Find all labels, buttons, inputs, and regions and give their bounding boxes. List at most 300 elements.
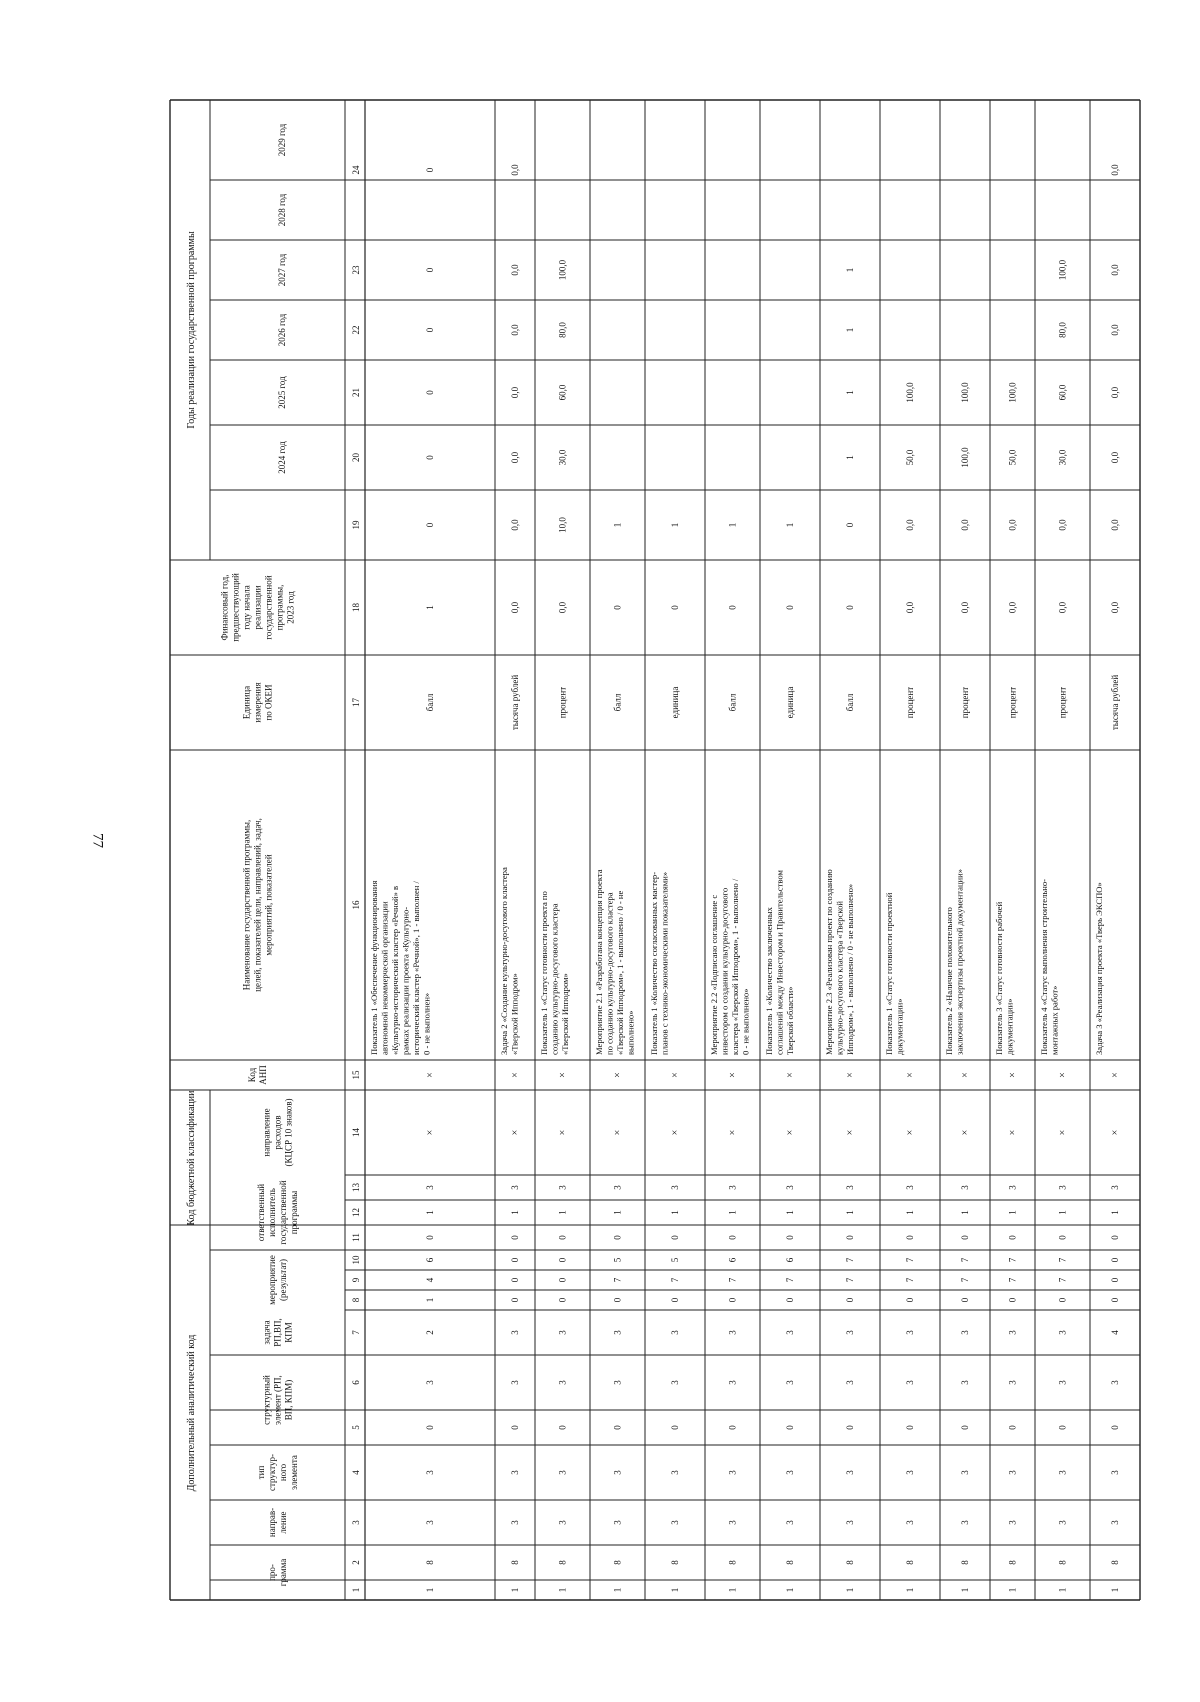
code-cell: 8 (557, 1560, 568, 1565)
row-name: Показатель 2 «Наличие положительного (944, 907, 954, 1055)
kcsr-cell: × (845, 1129, 856, 1136)
fin-year-cell: 0,0 (960, 601, 970, 614)
kcsr-cell: × (960, 1129, 971, 1136)
header-element-type: тип (256, 1465, 266, 1480)
code-cell: 0 (1110, 1425, 1120, 1430)
kcsr-cell: × (557, 1129, 569, 1136)
year-value: 0 (425, 327, 435, 333)
code-cell: 3 (845, 1470, 855, 1475)
code-cell: 3 (510, 1330, 520, 1335)
column-number: 14 (351, 1128, 361, 1137)
code-cell: 7 (785, 1277, 795, 1283)
row-name: Показатель 1 «Количество согласованных мастер- (649, 871, 659, 1055)
code-cell: 0 (727, 1425, 738, 1430)
row-name: «Тверской Ипподром» (509, 973, 520, 1055)
year-value: 100,0 (1007, 382, 1018, 403)
header-year: 2024 год (277, 441, 287, 474)
year-value: 0,0 (905, 519, 915, 531)
code-cell: 8 (1110, 1560, 1120, 1565)
fin-year-cell: 0 (785, 605, 795, 610)
column-number: 18 (351, 603, 361, 612)
anp-cell: × (1007, 1072, 1019, 1078)
fin-year-cell: 0 (612, 605, 623, 610)
code-cell: 0 (612, 1297, 623, 1303)
code-cell: 0 (785, 1235, 795, 1240)
year-value: 100,0 (1057, 259, 1068, 281)
anp-cell: × (612, 1072, 624, 1078)
code-cell: 3 (845, 1380, 855, 1385)
header-element-type: элемента (289, 1455, 299, 1490)
code-cell: 3 (425, 1185, 435, 1190)
unit-cell: единица (785, 686, 795, 719)
row-name: монтажных работ» (1049, 985, 1060, 1055)
row-name: Мероприятие 2.1 «Разработана концепция проекта (594, 869, 604, 1055)
code-cell: 3 (905, 1520, 915, 1525)
code-cell: 7 (960, 1257, 970, 1263)
code-cell: 0 (960, 1425, 970, 1430)
code-cell: 8 (1057, 1560, 1068, 1565)
code-cell: 3 (1110, 1380, 1120, 1385)
kcsr-cell: × (612, 1129, 624, 1136)
code-cell: 3 (785, 1330, 795, 1335)
code-cell: 0 (612, 1425, 623, 1430)
code-cell: 3 (670, 1380, 680, 1385)
row-name: заключения экспертизы проектной документации» (954, 868, 965, 1055)
row-name: Показатель 4 «Статус выполнения строительно- (1039, 878, 1049, 1055)
header-fin-year: Финансовый год, (219, 574, 230, 641)
code-cell: 3 (557, 1330, 568, 1335)
anp-cell: × (727, 1072, 739, 1078)
code-cell: 0 (845, 1297, 855, 1303)
fin-year-cell: 0 (670, 605, 680, 610)
code-cell: 0 (670, 1297, 680, 1303)
code-cell: 0 (510, 1235, 520, 1240)
header-unit: Единица (241, 685, 252, 720)
code-cell: 3 (670, 1185, 680, 1190)
code-cell: 7 (1007, 1277, 1018, 1283)
code-cell: 3 (557, 1185, 568, 1190)
unit-cell: процент (1057, 686, 1068, 719)
year-value: 0,0 (510, 386, 520, 399)
code-cell: 3 (1007, 1185, 1018, 1190)
year-value: 50,0 (1007, 449, 1018, 466)
code-cell: 0 (1057, 1235, 1068, 1240)
code-cell: 0 (1057, 1297, 1068, 1303)
year-value: 1 (845, 327, 855, 333)
code-cell: 3 (670, 1520, 680, 1525)
year-value: 60,0 (557, 384, 568, 401)
anp-cell: × (510, 1072, 521, 1078)
code-cell: 3 (612, 1185, 623, 1190)
header-event: (результат) (278, 1258, 288, 1302)
year-value: 0,0 (1110, 264, 1120, 276)
code-cell: 1 (425, 1297, 435, 1303)
code-cell: 3 (557, 1470, 568, 1475)
column-number: 11 (351, 1233, 361, 1242)
unit-cell: балл (727, 693, 738, 712)
year-value: 0,0 (510, 324, 520, 336)
code-cell: 1 (1110, 1587, 1120, 1593)
code-cell: 3 (960, 1470, 970, 1475)
unit-cell: тысяча рублей (510, 674, 520, 731)
kcsr-cell: × (905, 1129, 916, 1136)
code-cell: 0 (1110, 1297, 1120, 1303)
code-cell: 0 (510, 1425, 520, 1430)
code-cell: 3 (785, 1520, 795, 1525)
year-value: 100,0 (905, 382, 915, 403)
row-name: Мероприятие 2.2 «Подписано соглашение с (709, 894, 719, 1055)
code-cell: 6 (785, 1257, 795, 1263)
year-value: 0 (425, 455, 435, 460)
header-element-type: ного (278, 1463, 288, 1482)
code-cell: 1 (1007, 1587, 1018, 1593)
year-value: 10,0 (557, 517, 568, 533)
unit-cell: процент (960, 686, 970, 719)
code-cell: 1 (557, 1210, 568, 1215)
row-name: «Тверской Ипподром», 1 - выполнено / 0 - не (615, 890, 625, 1055)
code-cell: 3 (1110, 1470, 1120, 1475)
code-cell: 4 (1110, 1330, 1120, 1335)
code-cell: 0 (845, 1235, 855, 1240)
code-cell: 0 (557, 1297, 568, 1303)
code-cell: 3 (845, 1520, 855, 1525)
column-number: 23 (351, 265, 361, 275)
year-value: 0,0 (1110, 519, 1120, 531)
year-value: 30,0 (557, 449, 568, 466)
row-name: исторический кластер «Речной», 1 - выполнен / (411, 881, 421, 1055)
header-year: 2028 год (277, 193, 287, 227)
header-expense-direction: (КЦСР 10 знаков) (283, 1098, 294, 1167)
fin-year-cell: 0,0 (1007, 601, 1018, 614)
code-cell: 7 (905, 1277, 915, 1283)
header-structural-element: структурный (261, 1375, 272, 1425)
year-value: 0 (425, 167, 435, 173)
code-cell: 1 (905, 1587, 915, 1593)
column-number: 22 (351, 325, 361, 335)
header-task: РП,ВП, (272, 1318, 283, 1347)
header-budget-code: Код бюджетной классификации (186, 1090, 197, 1226)
year-value: 0,0 (960, 519, 970, 531)
header-name: Наименование государственной программы, (241, 819, 252, 991)
header-direction: направ- (267, 1507, 277, 1538)
year-value: 0 (425, 267, 435, 273)
code-cell: 8 (785, 1560, 795, 1565)
row-name: инвестором о создании культурно-досугового (719, 887, 730, 1055)
column-number: 21 (351, 388, 361, 397)
code-cell: 0 (1110, 1235, 1120, 1240)
anp-cell: × (1057, 1072, 1069, 1078)
header-task: КПМ (283, 1322, 294, 1343)
code-cell: 0 (425, 1235, 435, 1240)
code-cell: 1 (845, 1587, 855, 1593)
code-cell: 3 (425, 1520, 435, 1525)
code-cell: 7 (1007, 1257, 1018, 1263)
header-fin-year: 2023 год (285, 591, 296, 624)
code-cell: 3 (425, 1470, 435, 1475)
code-cell: 1 (510, 1587, 520, 1593)
column-number: 17 (351, 698, 361, 707)
row-name: планов с технико-экономическими показателями» (659, 871, 670, 1055)
header-fin-year: государственной (263, 575, 274, 640)
code-cell: 0 (905, 1297, 915, 1303)
code-cell: 3 (727, 1380, 738, 1385)
fin-year-cell: 0,0 (905, 601, 915, 614)
row-name: автономной некоммерческой организации (379, 901, 390, 1055)
anp-cell: × (785, 1072, 796, 1078)
code-cell: 3 (1057, 1520, 1068, 1525)
row-name: Мероприятие 2.3 «Реализован проект по созданию (824, 869, 834, 1055)
code-cell: 3 (612, 1330, 623, 1335)
year-value: 0 (845, 522, 855, 528)
header-program: про- (267, 1564, 277, 1581)
year-value: 0,0 (510, 451, 520, 464)
header-direction: ление (278, 1511, 288, 1534)
row-name: документации» (1004, 998, 1015, 1055)
code-cell: 0 (905, 1425, 915, 1430)
header-unit: измерения (252, 682, 263, 723)
header-event: мероприятие (267, 1255, 277, 1305)
row-name: Тверской области» (785, 986, 795, 1055)
code-cell: 0 (670, 1425, 680, 1430)
column-number: 3 (351, 1520, 361, 1525)
code-cell: 1 (960, 1587, 970, 1593)
code-cell: 3 (727, 1330, 738, 1335)
code-cell: 1 (425, 1210, 435, 1215)
kcsr-cell: × (670, 1129, 681, 1136)
row-name: 0 - не выполнено» (740, 988, 751, 1055)
code-cell: 3 (1110, 1520, 1120, 1525)
code-cell: 6 (727, 1257, 738, 1263)
code-cell: 3 (510, 1470, 520, 1475)
anp-cell: × (557, 1072, 569, 1078)
code-cell: 3 (1057, 1330, 1068, 1335)
column-number: 2 (351, 1560, 361, 1565)
code-cell: 8 (905, 1560, 915, 1565)
column-number: 16 (351, 900, 361, 910)
kcsr-cell: × (727, 1129, 739, 1136)
code-cell: 3 (612, 1380, 623, 1385)
code-cell: 1 (1007, 1210, 1018, 1215)
column-number: 13 (351, 1183, 361, 1192)
header-fin-year: году начала (241, 585, 252, 630)
column-number: 9 (351, 1277, 361, 1283)
row-name: кластера «Тверской Ипподром», 1 - выполнено / (730, 878, 740, 1055)
code-cell: 1 (960, 1210, 970, 1215)
row-name: созданию культурно-досугового кластера (549, 903, 560, 1055)
code-cell: 3 (1057, 1185, 1068, 1190)
code-cell: 7 (670, 1277, 680, 1283)
fin-year-cell: 0,0 (1110, 601, 1120, 614)
code-cell: 3 (510, 1520, 520, 1525)
column-number: 12 (351, 1208, 361, 1217)
row-name: Показатель 1 «Статус готовности проектной (884, 892, 894, 1055)
column-number: 24 (351, 165, 361, 175)
code-cell: 3 (785, 1185, 795, 1190)
code-cell: 0 (727, 1235, 738, 1240)
code-cell: 3 (612, 1470, 623, 1475)
row-name: выполнено» (625, 1010, 636, 1055)
header-executor: исполнитель (267, 1188, 277, 1237)
header-program: грамма (278, 1558, 288, 1587)
code-cell: 3 (612, 1520, 623, 1525)
code-cell: 8 (425, 1560, 435, 1565)
header-years-group: Годы реализации государственной программы (186, 231, 197, 429)
code-cell: 3 (905, 1330, 915, 1335)
header-fin-year: предшествующий (230, 573, 241, 642)
column-number: 7 (351, 1330, 361, 1335)
year-value: 100,0 (960, 382, 970, 403)
code-cell: 3 (785, 1380, 795, 1385)
kcsr-cell: × (785, 1129, 796, 1136)
year-value: 1 (670, 522, 680, 528)
year-value: 0,0 (510, 164, 520, 176)
code-cell: 1 (1110, 1210, 1120, 1215)
code-cell: 8 (612, 1560, 623, 1565)
code-cell: 6 (425, 1257, 435, 1263)
year-value: 1 (727, 522, 738, 528)
year-value: 30,0 (1057, 449, 1068, 466)
row-name: культурно-досугового кластера «Тверской (834, 901, 845, 1055)
column-number: 8 (351, 1297, 361, 1303)
header-name: мероприятий, показателей (263, 854, 274, 956)
header-expense-direction: расходов (272, 1115, 283, 1150)
code-cell: 0 (727, 1297, 738, 1303)
row-name: Показатель 1 «Обеспечение функционирования (369, 880, 379, 1055)
anp-cell: × (670, 1072, 681, 1078)
kcsr-cell: × (1007, 1129, 1019, 1136)
code-cell: 0 (670, 1235, 680, 1240)
code-cell: 0 (510, 1277, 520, 1283)
year-value: 1 (845, 267, 855, 273)
header-expense-direction: направление (261, 1108, 272, 1157)
code-cell: 3 (1057, 1380, 1068, 1385)
unit-cell: процент (1007, 686, 1018, 719)
code-cell: 1 (612, 1210, 623, 1215)
code-cell: 8 (670, 1560, 680, 1565)
row-name: Ипподром», 1 - выполнено / 0 - не выполнено» (845, 883, 855, 1055)
kcsr-cell: × (1110, 1129, 1121, 1136)
code-cell: 0 (557, 1257, 568, 1263)
header-executor: ответственный (256, 1183, 266, 1242)
code-cell: 1 (1057, 1587, 1068, 1593)
year-value: 0,0 (1110, 386, 1120, 399)
code-cell: 8 (845, 1560, 855, 1565)
header-additional-code: Дополнительный аналитический код (186, 1334, 197, 1492)
unit-cell: процент (905, 686, 915, 719)
header-structural-element: ВП, КПМ) (283, 1379, 294, 1421)
code-cell: 3 (1057, 1470, 1068, 1475)
code-cell: 3 (425, 1380, 435, 1385)
kcsr-cell: × (510, 1129, 521, 1136)
fin-year-cell: 1 (425, 605, 435, 610)
code-cell: 0 (785, 1425, 795, 1430)
table-grid (170, 100, 1140, 1600)
code-cell: 3 (905, 1185, 915, 1190)
code-cell: 3 (727, 1185, 738, 1190)
code-cell: 3 (557, 1520, 568, 1525)
code-cell: 2 (425, 1330, 435, 1335)
code-cell: 0 (557, 1425, 568, 1430)
unit-cell: процент (557, 686, 568, 719)
code-cell: 8 (1007, 1560, 1018, 1565)
code-cell: 7 (727, 1277, 738, 1283)
header-element-type: структур- (267, 1454, 277, 1491)
row-name: рамках реализации проекта «Культурно- (400, 906, 411, 1055)
year-value: 1 (612, 522, 623, 528)
code-cell: 1 (785, 1210, 795, 1215)
fin-year-cell: 0,0 (510, 601, 520, 614)
unit-cell: единица (670, 686, 680, 719)
code-cell: 3 (905, 1380, 915, 1385)
header-executor: государственной (278, 1180, 288, 1245)
code-cell: 7 (1057, 1257, 1068, 1263)
row-name: «Культурно-исторический кластер «Речной» в (390, 885, 400, 1055)
header-anp-code: АНП (258, 1065, 268, 1085)
code-cell: 1 (1057, 1210, 1068, 1215)
header-fin-year: реализации (252, 585, 263, 630)
row-name: Показатель 3 «Статус готовности рабочей (994, 901, 1004, 1055)
code-cell: 1 (510, 1210, 520, 1215)
header-structural-element: элемент (РП, (272, 1375, 283, 1425)
code-cell: 1 (612, 1587, 623, 1593)
unit-cell: тысяча рублей (1110, 674, 1120, 731)
code-cell: 3 (510, 1380, 520, 1385)
code-cell: 4 (425, 1277, 435, 1283)
year-value: 0 (425, 522, 435, 528)
code-cell: 3 (845, 1330, 855, 1335)
year-value: 80,0 (557, 322, 568, 338)
fin-year-cell: 0,0 (1057, 601, 1068, 614)
header-year: 2027 год (277, 253, 287, 287)
code-cell: 1 (425, 1587, 435, 1593)
row-name: Задача 3 «Реализация проекта «Тверь ЭКСПО» (1094, 882, 1104, 1055)
code-cell: 3 (557, 1380, 568, 1385)
code-cell: 8 (727, 1560, 738, 1565)
code-cell: 3 (785, 1470, 795, 1475)
code-cell: 0 (960, 1297, 970, 1303)
column-number: 1 (351, 1587, 361, 1593)
code-cell: 0 (845, 1425, 855, 1430)
code-cell: 5 (612, 1257, 623, 1263)
code-cell: 3 (510, 1185, 520, 1190)
code-cell: 0 (1110, 1277, 1120, 1283)
year-value: 1 (785, 522, 795, 528)
year-value: 100,0 (557, 259, 568, 281)
code-cell: 0 (905, 1235, 915, 1240)
code-cell: 7 (1057, 1277, 1068, 1283)
code-cell: 7 (612, 1277, 623, 1283)
code-cell: 1 (670, 1210, 680, 1215)
code-cell: 3 (1007, 1470, 1018, 1475)
code-cell: 3 (670, 1330, 680, 1335)
row-name: Задача 2 «Создание культурно-досугового кластера (499, 867, 509, 1055)
code-cell: 5 (670, 1257, 680, 1263)
year-value: 0,0 (1110, 324, 1120, 336)
row-name: 0 - не выполнен» (421, 992, 432, 1055)
code-cell: 7 (845, 1257, 855, 1263)
code-cell: 0 (425, 1425, 435, 1430)
code-cell: 0 (960, 1235, 970, 1240)
code-cell: 0 (612, 1235, 623, 1240)
year-value: 0 (425, 390, 435, 395)
year-value: 0,0 (510, 264, 520, 276)
header-task: задача (261, 1320, 272, 1345)
header-year: 2025 год (277, 376, 287, 409)
code-cell: 1 (845, 1210, 855, 1215)
code-cell: 0 (510, 1297, 520, 1303)
anp-cell: × (425, 1072, 436, 1078)
code-cell: 3 (670, 1470, 680, 1475)
